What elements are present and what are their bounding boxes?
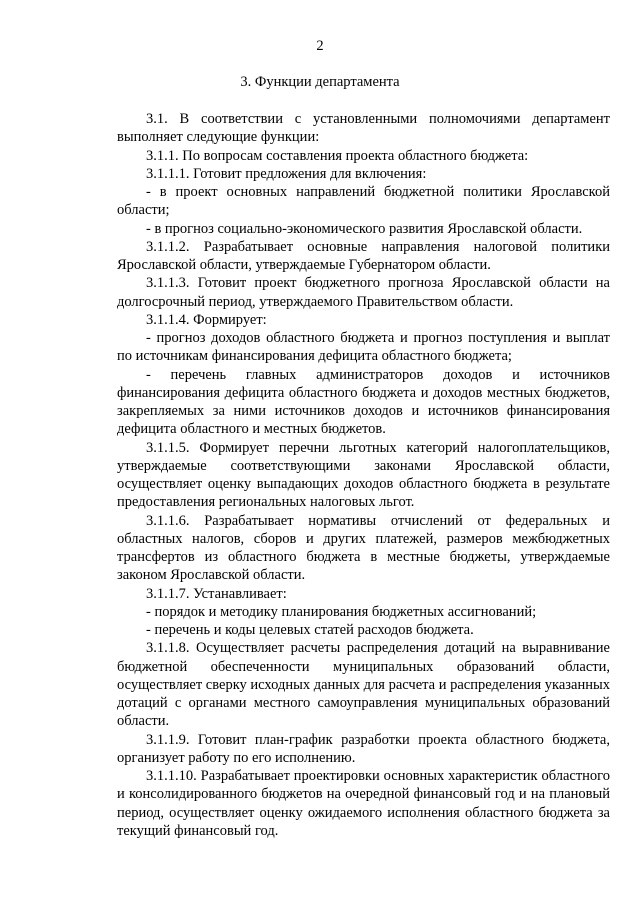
paragraph-3-1-1-1: 3.1.1.1. Готовит предложения для включения: <box>146 165 427 182</box>
paragraph-3-1-1-6: 3.1.1.6. Разрабатывает нормативы отчислений от федеральных и областных налогов, сборов и других платежей, размеров межбюджетных трансфертов из областного бюджета в местные бюджеты, утверждаемые законом Ярославской области. <box>117 512 610 584</box>
list-item-expense-codes: - перечень и коды целевых статей расходов бюджета. <box>146 622 474 638</box>
paragraph-3-1-1-7: 3.1.1.7. Устанавливает: <box>146 585 287 602</box>
list-item-planning-methodology: - порядок и методику планирования бюджетных ассигнований; <box>146 603 537 620</box>
list-item-budget-policy: - в проект основных направлений бюджетной политики Ярославской области; <box>117 184 610 219</box>
paragraph-3-1-1: 3.1.1. По вопросам составления проекта областного бюджета: <box>146 147 529 164</box>
paragraph-3-1-1-9: 3.1.1.9. Готовит план-график разработки проекта областного бюджета, организует работу по его исполнению. <box>117 731 610 766</box>
paragraph-3-1-1-8: 3.1.1.8. Осуществляет расчеты распределения дотаций на выравнивание бюджетной обеспеченности муниципальных образований области, осуществляет сверку исходных данных для расчета и распределения указанных дотаций с органами местного самоуправления муниципальных образований области. <box>117 640 610 730</box>
section-title: 3. Функции департамента <box>240 74 400 90</box>
list-item-revenue-forecast: - прогноз доходов областного бюджета и прогноз поступления и выплат по источникам финансирования дефицита областного бюджета; <box>117 330 610 365</box>
paragraph-3-1-1-3: 3.1.1.3. Готовит проект бюджетного прогноза Ярославской области на долгосрочный период, утверждаемого Правительством области. <box>117 275 610 310</box>
list-item-socio-economic-forecast: - в прогноз социально-экономического развития Ярославской области. <box>146 220 583 237</box>
page-number: 2 <box>316 38 324 54</box>
document-body <box>117 110 610 840</box>
paragraph-3-1: 3.1. В соответствии с установленными полномочиями департамент выполняет следующие функции: <box>117 111 610 146</box>
paragraph-3-1-1-4: 3.1.1.4. Формирует: <box>146 311 267 328</box>
paragraph-3-1-1-10: 3.1.1.10. Разрабатывает проектировки основных характеристик областного и консолидированного бюджетов на очередной финансовый год и на плановый период, осуществляет оценку ожидаемого исполнения областного бюджета за текущий финансовый год. <box>117 768 610 839</box>
paragraph-3-1-1-5: 3.1.1.5. Формирует перечни льготных категорий налогоплательщиков, утверждаемые соответствующими законами Ярославской области, осуществляет оценку выпадающих доходов областного бюджета в результате предоставления региональных налоговых льгот. <box>117 439 610 511</box>
list-item-administrators-list: - перечень главных администраторов доходов и источников финансирования дефицита областного бюджета и доходов местных бюджетов, закрепляемых за ними источников доходов и источников финансирования дефицита областного и местных бюджетов. <box>117 366 610 438</box>
paragraph-3-1-1-2: 3.1.1.2. Разрабатывает основные направления налоговой политики Ярославской области, утверждаемые Губернатором области. <box>117 238 610 273</box>
